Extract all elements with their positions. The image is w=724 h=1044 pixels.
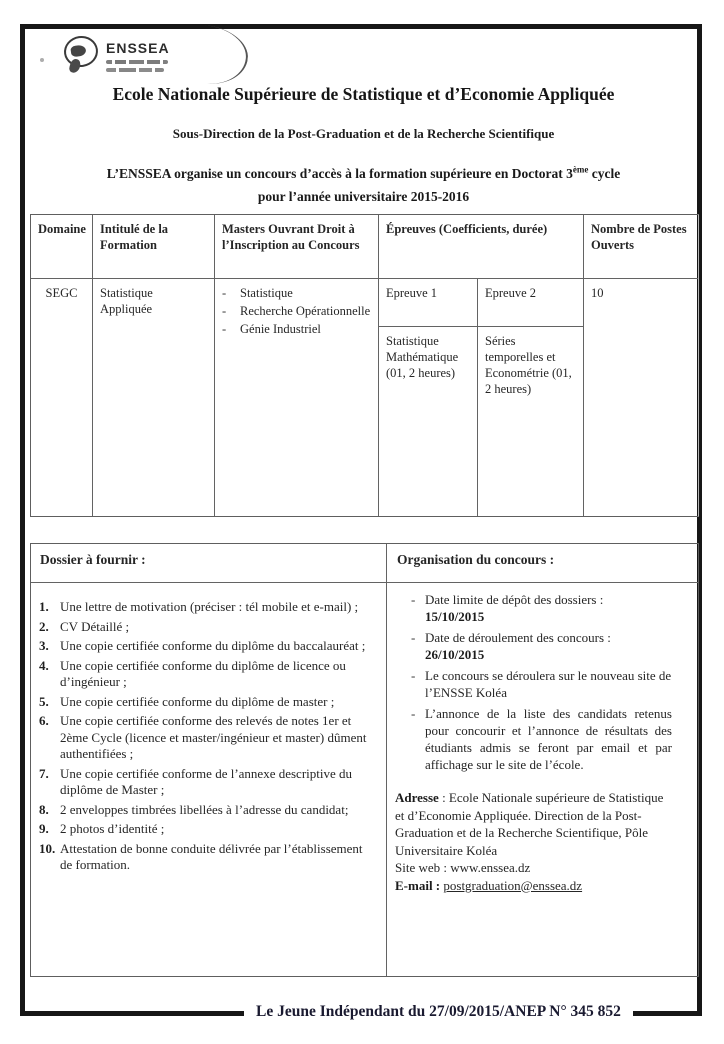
email-label: E-mail : bbox=[395, 877, 444, 893]
department-subtitle: Sous-Direction de la Post-Graduation et de la Recherche Scientifique bbox=[172, 126, 555, 141]
organisation-item: - L’annonce de la liste des candidats retenus pour concourir et l’annonce de résultats des étudiants admis se feront par email et par affichage sur le site de l’école. bbox=[407, 705, 672, 773]
address-block: Adresse : Ecole Nationale supérieure de Statistique et d’Economie Appliquée. Direction de la Post-Graduation et de la Recherche Scientifique, Pôle Universitaire Koléa Site web : www.enssea.dz E-mail : postgraduation@enssea.dz bbox=[395, 790, 664, 893]
ordinal-superscript: ème bbox=[572, 164, 589, 174]
dossier-item: 6. Une copie certifiée conforme des relevés de notes 1er et 2ème Cycle (licence et master/ingénieur et master) dûment authentifiées ; bbox=[39, 713, 367, 761]
school-title: Ecole Nationale Supérieure de Statistique et d’Economie Appliquée bbox=[112, 84, 615, 104]
dossier-item: 7. Une copie certifiée conforme de l’annexe descriptive du diplôme de Master ; bbox=[39, 765, 352, 797]
cell-masters-list bbox=[215, 279, 379, 516]
cell-intitule: Statistique Appliquée bbox=[93, 279, 215, 516]
deadline-date: 15/10/2015 bbox=[425, 609, 485, 624]
organisation-item: - Date limite de dépôt des dossiers : 15/10/2015 bbox=[407, 591, 672, 625]
organisation-content bbox=[387, 583, 698, 976]
scan-speckle bbox=[40, 58, 44, 62]
column-header-masters: Masters Ouvrant Droit à l’Inscription au Concours bbox=[215, 215, 379, 279]
column-header-intitule: Intitulé de la Formation bbox=[93, 215, 215, 279]
dossier-item: 2. CV Détaillé ; bbox=[39, 618, 130, 634]
concours-table bbox=[30, 214, 699, 517]
enssea-logo bbox=[56, 30, 216, 86]
announcement-line1: L’ENSSEA organise un concours d’accès à la formation supérieure en Doctorat 3ème cycle bbox=[106, 164, 621, 181]
dossier-item: 10. Attestation de bonne conduite délivrée par l’établissement de formation. bbox=[39, 840, 363, 872]
cell-domaine: SEGC bbox=[31, 279, 93, 516]
organisation-item: - Date de déroulement des concours : 26/10/2015 bbox=[407, 629, 672, 663]
announcement-text bbox=[30, 158, 697, 208]
logo-arabic-script-line2 bbox=[106, 68, 164, 72]
dossier-item: 3. Une copie certifiée conforme du diplôme du baccalauréat ; bbox=[39, 638, 366, 653]
dossier-item: 1. Une lettre de motivation (préciser : tél mobile et e-mail) ; bbox=[39, 599, 359, 614]
column-header-epreuves: Épreuves (Coefficients, durée) bbox=[379, 215, 584, 279]
dossier-item: 9. 2 photos d’identité ; bbox=[39, 821, 165, 836]
dossier-list bbox=[31, 583, 387, 976]
column-header-domaine: Domaine bbox=[31, 215, 93, 279]
exam-date: 26/10/2015 bbox=[425, 647, 485, 662]
publication-footer: Le Jeune Indépendant du 27/09/2015/ANEP N° 345 852 bbox=[244, 999, 633, 1025]
dossier-section-title: Dossier à fournir : bbox=[31, 544, 387, 583]
cell-postes: 10 bbox=[591, 286, 604, 300]
logo-arabic-script bbox=[106, 60, 168, 64]
dossier-item: 8. 2 enveloppes timbrées libellées à l’adresse du candidat; bbox=[39, 801, 349, 817]
email-link[interactable]: postgraduation@enssea.dz bbox=[443, 877, 583, 893]
globe-icon bbox=[62, 34, 100, 69]
cell-epreuve2-label: Epreuve 2 bbox=[478, 279, 584, 327]
organisation-item: - Le concours se déroulera sur le nouveau site de l’ENSSE Koléa bbox=[407, 667, 672, 701]
cell-epreuve1: Statistique Mathématique (01, 2 heures) bbox=[379, 327, 478, 516]
column-header-postes: Nombre de Postes Ouverts bbox=[584, 215, 698, 279]
logo-text: ENSSEA bbox=[106, 40, 170, 56]
dossier-item: 5. Une copie certifiée conforme du diplôme de master ; bbox=[39, 693, 335, 709]
cell-epreuve2: Séries temporelles et Econométrie (01, 2 heures) bbox=[478, 327, 584, 516]
dossier-item: 4. Une copie certifiée conforme du diplôme de licence ou d’ingénieur ; bbox=[39, 657, 346, 689]
cell-epreuve1-label: Epreuve 1 bbox=[379, 279, 478, 327]
master-item: - Statistique bbox=[222, 285, 371, 301]
details-table bbox=[30, 543, 699, 977]
master-item: - Recherche Opérationnelle bbox=[222, 303, 371, 319]
address-label: Adresse bbox=[395, 790, 439, 805]
organisation-section-title: Organisation du concours : bbox=[387, 544, 698, 583]
website-line: Site web : www.enssea.dz bbox=[395, 860, 531, 875]
organisation-list bbox=[407, 591, 672, 773]
master-item: - Génie Industriel bbox=[222, 321, 371, 337]
announcement-line2: pour l’année universitaire 2015-2016 bbox=[257, 188, 470, 204]
